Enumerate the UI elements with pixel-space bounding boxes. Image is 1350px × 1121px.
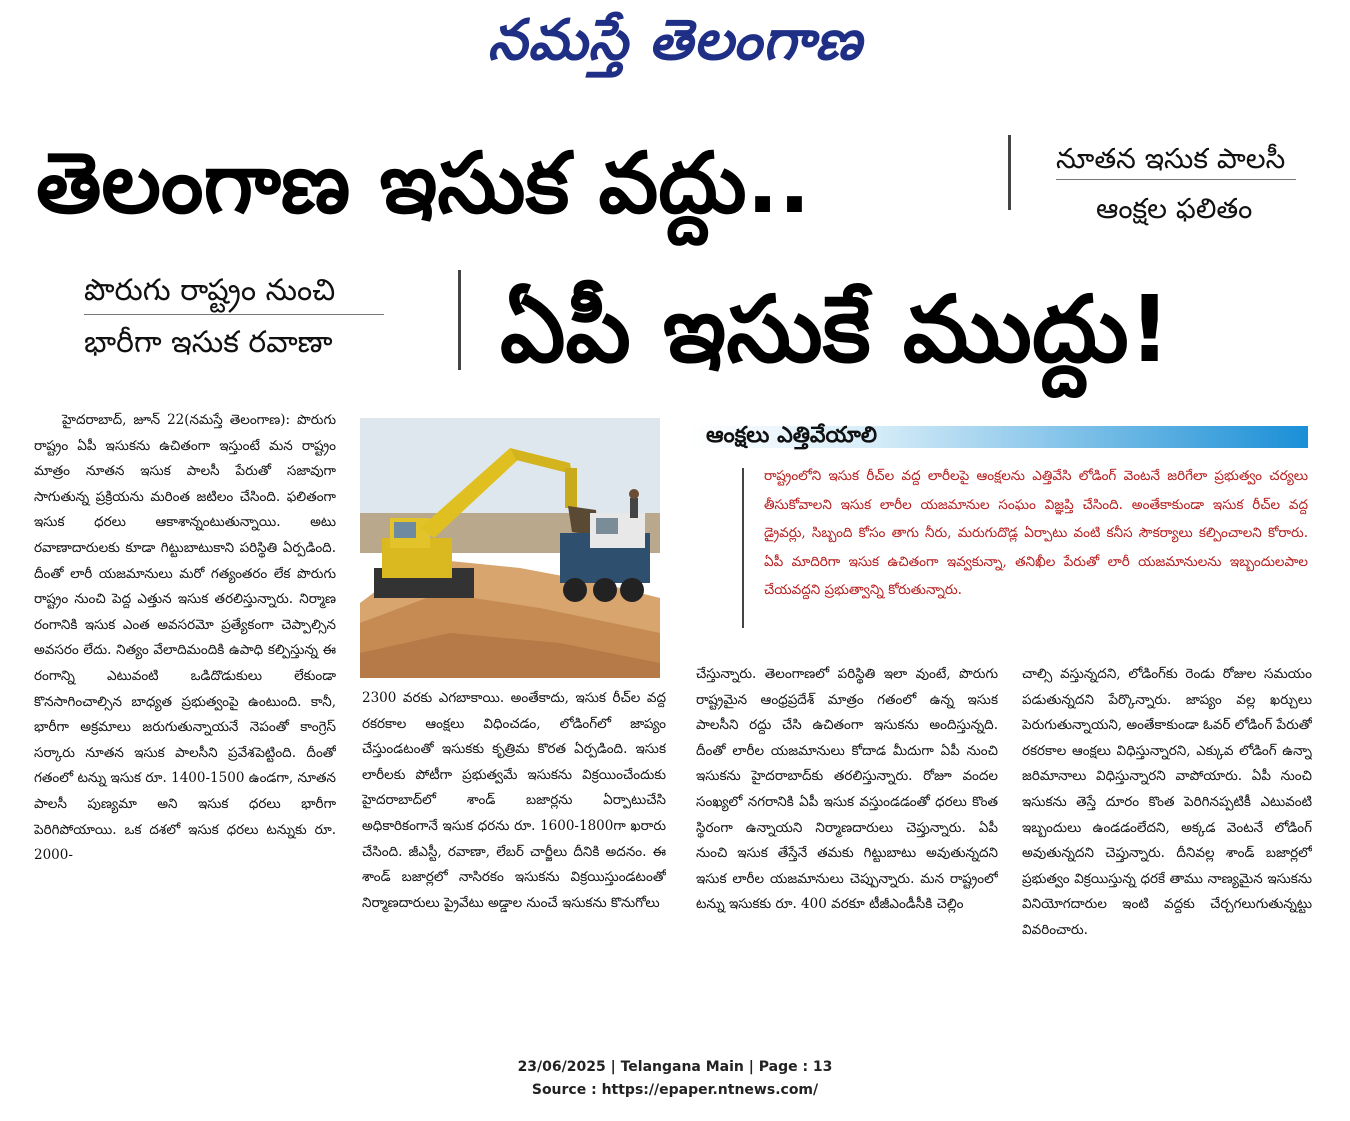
footer-date-page: 23/06/2025 | Telangana Main | Page : 13	[517, 1059, 833, 1075]
headline-line-1: తెలంగాణ ఇసుక వద్దు..	[36, 134, 811, 232]
excavator-loading-truck-image	[360, 418, 660, 678]
headline-line-2: ఏపీ ఇసుకే ముద్దు!	[500, 276, 1171, 383]
kicker-left-rule	[84, 314, 384, 315]
kicker-right-rule	[1056, 179, 1296, 180]
sidebar-text: రాష్ట్రంలోని ఇసుక రీచ్‌ల వద్ద లారీలపై ఆంక్షలను ఎత్తివేసి లోడింగ్ వెంటనే జరిగేలా ప్రభుత్వం చర్యలు తీసుకోవాలని ఇసుక లారీల యజమానుల సంఘం విజ్ఞప్తి చేసింది. అంతేకాకుండా ఇసుక రీచ్‌ల వద్ద డ్రైవర్లు, సిబ్బంది కోసం తాగు నీరు, మరుగుదొడ్ల ఏర్పాటు వంటి కనీస సౌకర్యాలు కల్పించాలని కోరారు. ఏపీ మాదిరిగా ఇసుక ఉచితంగా ఇవ్వకున్నా, తనిఖీల పేరుతో లారీ యజమానులను ఇబ్బందులపాల చేయవద్దని ప్రభుత్వాన్ని కోరుతున్నారు.	[764, 468, 1308, 599]
article-column-4	[1022, 662, 1312, 1028]
article-text: చాల్సి వస్తున్నదని, లోడింగ్‌కు రెండు రోజుల సమయం పడుతున్నదని పేర్కొన్నారు. జాప్యం వల్ల ఖర్చులు పెరుగుతున్నాయని, అంతేకాకుండా ఓవర్ లోడింగ్ పేరుతో రకరకాల ఆంక్షలు విధిస్తున్నారని, ఎక్కువ లోడింగ్ ఉన్నా జరిమానాలు విధిస్తున్నారని వాపోయారు. ఏపీ నుంచి ఇసుకను తెస్తే దూరం కొంత పెరిగినప్పటికీ ఎటువంటి ఇబ్బందులు ఉండడంలేదని, అక్కడ వెంటనే లోడింగ్ అవుతున్నదని చెప్తున్నారు. దీనివల్ల శాండ్ బజార్లలో ప్రభుత్వం విక్రయిస్తున్న ధరకే తాము నాణ్యమైన ఇసుకను వినియోగదారుల ఇంటి వద్దకు చేర్చగలుగుతున్నట్టు వివరించారు.	[1022, 666, 1312, 938]
article-column-3	[696, 662, 998, 1028]
footer-source: Source : https://epaper.ntnews.com/	[531, 1082, 819, 1098]
article-text: చేస్తున్నారు. తెలంగాణలో పరిస్థితి ఇలా వుంటే, పొరుగు రాష్ట్రమైన ఆంధ్రప్రదేశ్ మాత్రం గతంలో ఉన్న ఇసుక పాలసీని రద్దు చేసి ఉచితంగా ఇసుకను అందిస్తున్నది. దీంతో లారీల యజమానులు కోదాడ మీదుగా ఏపీ నుంచి ఇసుకను హైదరాబాద్‌కు తరలిస్తున్నారు. రోజూ వందల సంఖ్యలో నగరానికి ఏపీ ఇసుక వస్తుండడంతో ధరలు కొంత స్థిరంగా ఉన్నాయని నిర్మాణదారులు చెప్తున్నారు. ఏపీ నుంచి ఇసుక తేస్తేనే తమకు గిట్టుబాటు అవుతున్నదని ఇసుక లారీల యజమానులు చెప్పున్నారు. మన రాష్ట్రంలో టన్ను ఇసుకకు రూ. 400 వరకూ టీజీఎండీసీకి చెల్లిం	[696, 666, 998, 913]
article-text: హైదరాబాద్, జూన్ 22(నమస్తే తెలంగాణ): పొరుగు రాష్ట్రం ఏపీ ఇసుకను ఉచితంగా ఇస్తుంటే మన రాష్ట్రం మాత్రం నూతన ఇసుక పాలసీ పేరుతో సజావుగా సాగుతున్న ప్రక్రియను మరింత జటిలం చేసింది. ఫలితంగా ఇసుక ధరలు ఆకాశాన్నంటుతున్నాయి. అటు రవాణాదారులకు కూడా గిట్టుబాటుకాని పరిస్థితి ఏర్పడింది. దీంతో లారీ యజమానులు మరో గత్యంతరం లేక పొరుగు రాష్ట్రం నుంచి పెద్ద ఎత్తున ఇసుక తరలిస్తున్నారు. నిర్మాణ రంగానికి ఇసుక ఎంత అవసరమో ప్రత్యేకంగా చెప్పాల్సిన అవసరం లేదు. నిత్యం వేలాదిమందికి ఉపాధి కల్పిస్తున్న ఈ రంగాన్ని ఎటువంటి ఒడిదొడుకులు లేకుండా కొనసాగించాల్సిన బాధ్యత ప్రభుత్వంపై ఉంటుంది. కానీ, భారీగా అక్రమాలు జరుగుతున్నాయనే నెపంతో కాంగ్రెస్ సర్కారు నూతన ఇసుక పాలసీని ప్రవేశపెట్టింది. దీంతో గతంలో టన్ను ఇసుక రూ. 1400-1500 ఉండగా, నూతన పాలసీ పుణ్యమా అని ఇసుక ధరలు భారీగా పెరిగిపోయాయి. ఒక దశలో ఇసుక ధరలు టన్నుకు రూ. 2000-	[34, 412, 336, 864]
sidebar-divider	[742, 468, 744, 628]
kicker-right-line-2: ఆంక్షల ఫలితం	[1096, 192, 1253, 225]
kicker-right-line-1: నూతన ఇసుక పాలసీ	[1056, 142, 1286, 175]
kicker-left-line-2: భారీగా ఇసుక రవాణా	[84, 325, 333, 360]
sidebar-title: ఆంక్షలు ఎత్తివేయాలి	[706, 423, 878, 448]
masthead-logo: నమస్తే తెలంగాణ	[487, 8, 863, 73]
kicker-divider-left	[458, 270, 461, 370]
excavator-photo	[360, 418, 660, 678]
article-text: 2300 వరకు ఎగబాకాయి. అంతేకాదు, ఇసుక రీచ్‌ల వద్ద రకరకాల ఆంక్షలు విధించడం, లోడింగ్‌లో జాప్యం చేస్తుండటంతో ఇసుకకు కృత్రిమ కొరత ఏర్పడింది. ఇసుక లారీలకు పోటీగా ప్రభుత్వమే ఇసుకను విక్రయించేందుకు హైదరాబాద్‌లో శాండ్ బజార్లను ఏర్పాటుచేసి అధికారికంగానే ఇసుక ధరను రూ. 1600-1800గా ఖరారు చేసింది. జీఎస్టీ, రవాణా, లేబర్ చార్జీలు దీనికి అదనం. ఈ శాండ్ బజార్లలో నాసిరకం ఇసుకను విక్రయిస్తుండటంతో నిర్మాణదారులు ప్రైవేటు అడ్డాల నుంచే ఇసుకను కొనుగోలు	[362, 690, 666, 911]
article-column-2	[362, 686, 666, 1028]
kicker-left-line-1: పొరుగు రాష్ట్రం నుంచి	[84, 273, 336, 308]
article-column-1	[34, 408, 336, 1028]
kicker-divider-right	[1008, 135, 1011, 210]
